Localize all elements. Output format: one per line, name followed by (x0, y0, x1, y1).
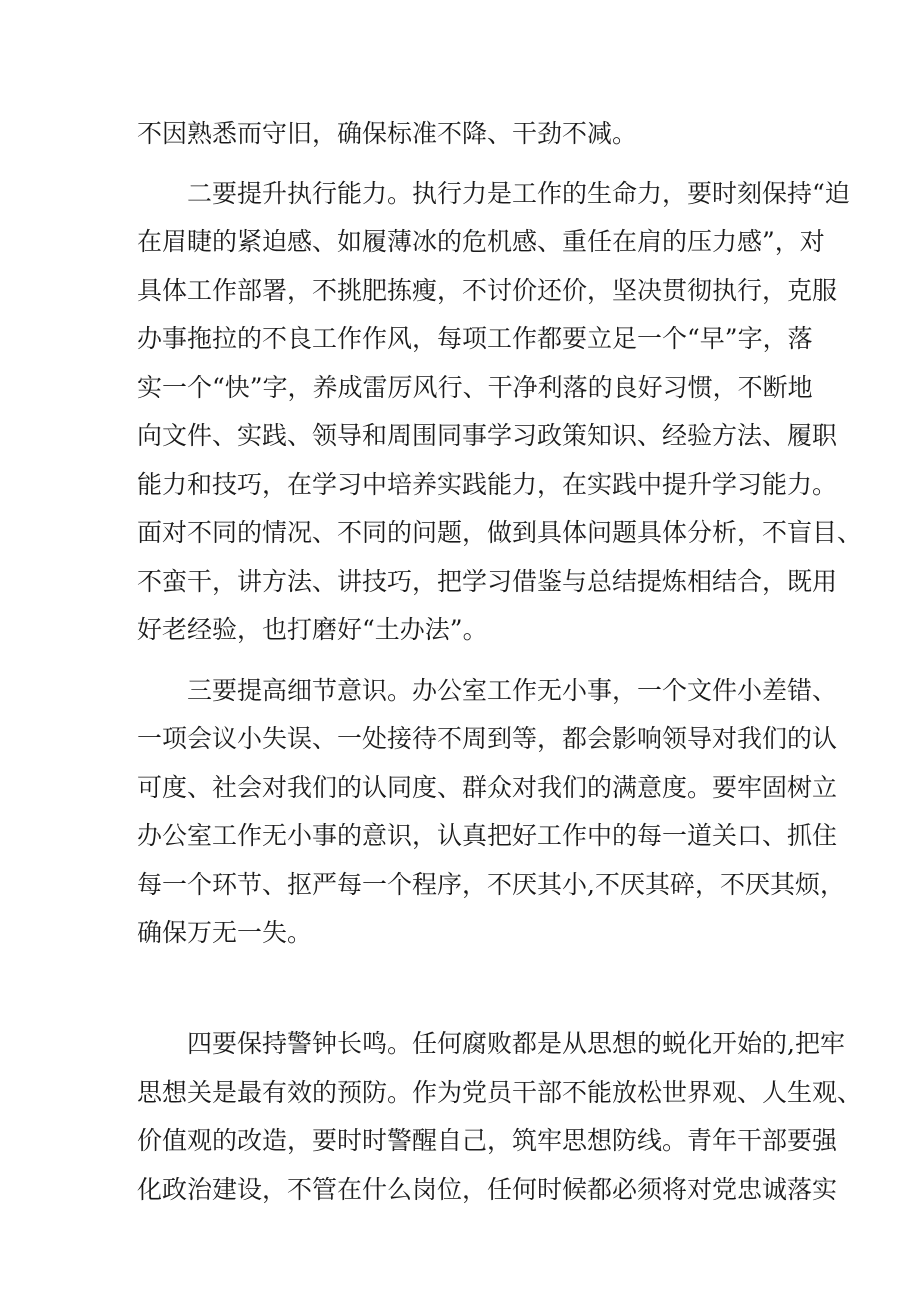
text-line: 办事拖拉的不良工作作风，每项工作都要立足一个“早”字，落 (137, 324, 813, 353)
text-line: 向文件、实践、领导和周围同事学习政策知识、经验方法、履职 (137, 421, 838, 450)
text-line: 实一个“快”字，养成雷厉风行、干净利落的良好习惯，不断地 (137, 373, 813, 402)
text-line: 能力和技巧，在学习中培养实践能力，在实践中提升学习能力。 (137, 470, 838, 499)
text-line: 化政治建设，不管在什么岗位，任何时候都必须将对党忠诚落实 (137, 1175, 838, 1204)
text-line: 思想关是最有效的预防。作为党员干部不能放松世界观、人生观、 (137, 1078, 863, 1107)
paragraph-first-line: 三要提高细节意识。办公室工作无小事，一个文件小差错、 (187, 676, 838, 705)
text-line: 不因熟悉而守旧，确保标准不降、干劲不减。 (137, 119, 638, 148)
text-line: 不蛮干，讲方法、讲技巧，把学习借鉴与总结提炼相结合，既用 (137, 567, 838, 596)
text-line: 每一个环节、抠严每一个程序，不厌其小,不厌其碎，不厌其烦， (137, 870, 845, 899)
text-line: 可度、社会对我们的认同度、群众对我们的满意度。要牢固树立 (137, 773, 838, 802)
text-line: 在眉睫的紧迫感、如履薄冰的危机感、重任在肩的压力感”，对 (137, 227, 825, 256)
text-line: 价值观的改造，要时时警醒自己，筑牢思想防线。青年干部要强 (137, 1126, 838, 1155)
text-line: 确保万无一失。 (137, 918, 313, 947)
paragraph-first-line: 二要提升执行能力。执行力是工作的生命力，要时刻保持“迫 (187, 179, 850, 208)
text-line: 面对不同的情况、不同的问题，做到具体问题具体分析，不盲目、 (137, 518, 863, 547)
text-line: 具体工作部署，不挑肥拣瘦，不讨价还价，坚决贯彻执行，克服 (137, 276, 838, 305)
text-line: 好老经验，也打磨好“土办法”。 (137, 615, 488, 644)
text-line: 一项会议小失误、一处接待不周到等，都会影响领导对我们的认 (137, 724, 838, 753)
paragraph-first-line: 四要保持警钟长鸣。任何腐败都是从思想的蜕化开始的,把牢 (187, 1029, 845, 1058)
text-line: 办公室工作无小事的意识，认真把好工作中的每一道关口、抓住 (137, 821, 838, 850)
